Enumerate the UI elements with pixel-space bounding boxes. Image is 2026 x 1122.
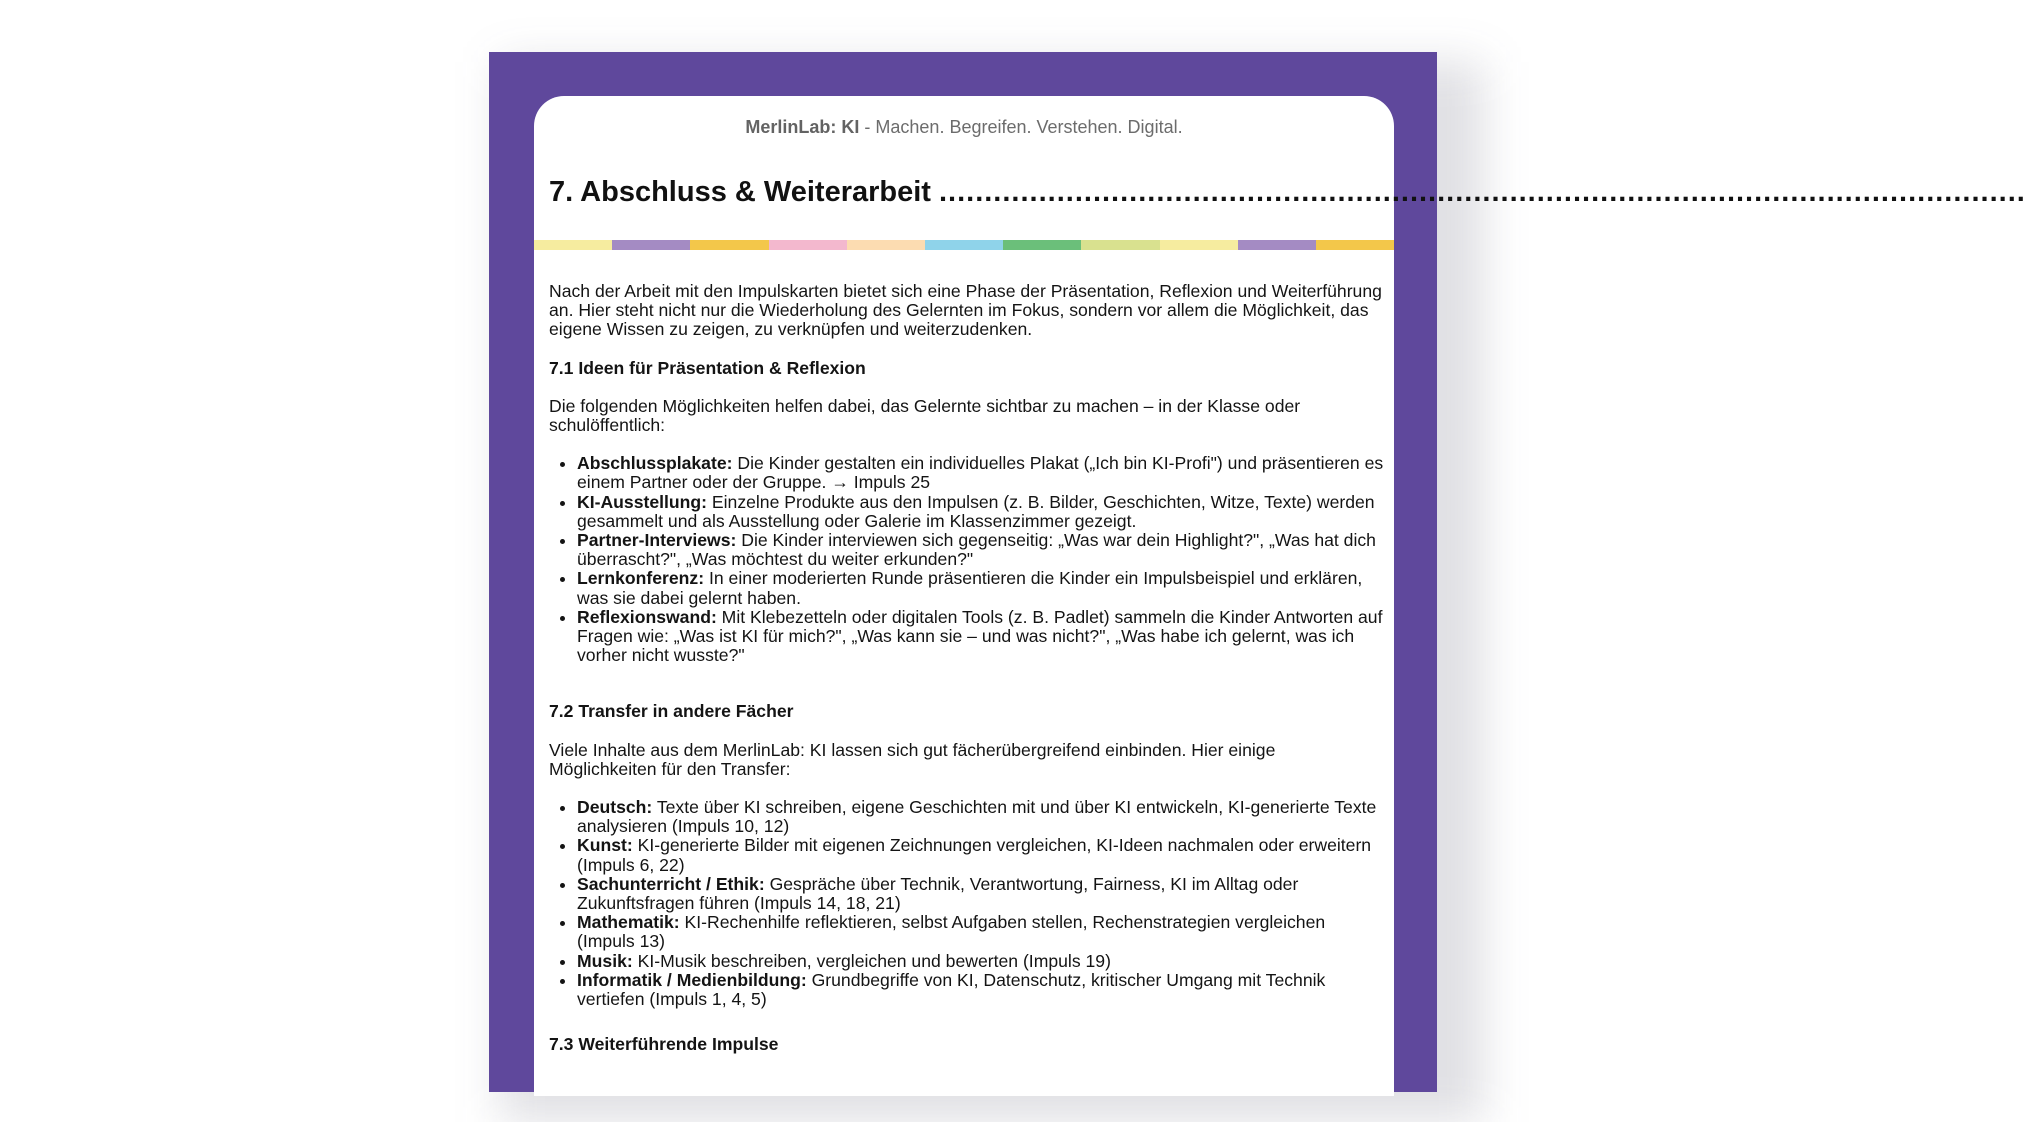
list-item-label: Deutsch: [577, 797, 653, 818]
heading-7-2: 7.2 Transfer in andere Fächer [549, 701, 794, 722]
list-item-text: In einer moderierten Runde präsentieren die Kinder ein Impulsbeispiel und erklären, was sie dabei gelernt haben. [577, 568, 1363, 608]
page-header [534, 117, 1394, 138]
section-title-text: 7. Abschluss & Weiterarbeit [549, 176, 931, 208]
list-item [577, 971, 1384, 1009]
list-item-text: KI-Musik beschreiben, vergleichen und bewerten (Impuls 19) [632, 950, 1111, 971]
list-item [577, 836, 1384, 874]
list-item [577, 608, 1384, 666]
color-stripe-segment [534, 240, 612, 250]
list-item-label: Informatik / Medienbildung: [577, 969, 807, 990]
list-item [577, 952, 1384, 971]
page-content [549, 282, 1384, 1055]
list-item [577, 493, 1384, 531]
document-page [534, 96, 2026, 1096]
color-stripe-segment [1316, 240, 1394, 250]
list-item [577, 875, 1384, 913]
list-item-label: Mathematik: [577, 912, 680, 933]
list-item [577, 913, 1384, 951]
color-stripe [534, 240, 1394, 250]
list-7-2 [549, 798, 1384, 1009]
list-item [577, 798, 1384, 836]
heading-7-1: 7.1 Ideen für Präsentation & Reflexion [549, 357, 866, 378]
list-item-label: Lernkonferenz: [577, 568, 705, 589]
list-item-text: Die Kinder interviewen sich gegenseitig: „Was war dein Highlight?", „Was hat dich überrascht?", „Was möchtest du weiter erkunden?" [577, 530, 1376, 570]
paragraph-7-2: Viele Inhalte aus dem MerlinLab: KI lassen sich gut fächerübergreifend einbinden. Hier einige Möglichkeiten für den Transfer: [549, 739, 1276, 779]
list-item-label: Abschlussplakate: [577, 453, 733, 474]
list-item-label: Reflexionswand: [577, 606, 717, 627]
list-item-text: Mit Klebezetteln oder digitalen Tools (z. B. Padlet) sammeln die Kinder Antworten auf Fragen wie: „Was ist KI für mich?", „Was kann sie – und was nicht?", „Was habe ich gelernt, was ich vorher nicht wusste?" [577, 606, 1383, 666]
color-stripe-segment [612, 240, 690, 250]
color-stripe-segment [1160, 240, 1238, 250]
color-stripe-segment [769, 240, 847, 250]
heading-7-3: 7.3 Weiterführende Impulse [549, 1034, 779, 1055]
list-item-label: KI-Ausstellung: [577, 491, 707, 512]
color-stripe-segment [1081, 240, 1159, 250]
color-stripe-segment [1238, 240, 1316, 250]
header-tagline: - Machen. Begreifen. Verstehen. Digital. [859, 117, 1183, 137]
paragraph-7-1: Die folgenden Möglichkeiten helfen dabei, das Gelernte sichtbar zu machen – in der Klasse oder schulöffentlich: [549, 395, 1301, 436]
color-stripe-segment [847, 240, 925, 250]
color-stripe-segment [690, 240, 768, 250]
list-item-text: Grundbegriffe von KI, Datenschutz, kritischer Umgang mit Technik vertiefen (Impuls 1, 4, 5) [577, 969, 1326, 1010]
toc-leader-dots: ........................................................................................................................ [938, 176, 2026, 208]
list-item-text: Texte über KI schreiben, eigene Geschichten mit und über KI entwickeln, KI-generierte Texte analysieren (Impuls 10, 12) [577, 797, 1377, 837]
list-item [577, 569, 1384, 607]
intro-paragraph: Nach der Arbeit mit den Impulskarten bietet sich eine Phase der Präsentation, Reflexion und Weiterführung an. Hier steht nicht nur die Wiederholung des Gelernten im Fokus, sondern vor allem die Möglichkeit, das eigene Wissen zu zeigen, zu verknüpfen und weiterzudenken. [549, 281, 1382, 340]
section-title [549, 176, 2026, 209]
list-item-text: Die Kinder gestalten ein individuelles Plakat („Ich bin KI-Profi") und präsentieren es einem Partner oder der Gruppe. → Impuls 25 [577, 453, 1384, 493]
list-item-text: KI-generierte Bilder mit eigenen Zeichnungen vergleichen, KI-Ideen nachmalen oder erweitern (Impuls 6, 22) [577, 835, 1372, 875]
color-stripe-segment [925, 240, 1003, 250]
list-item [577, 454, 1384, 492]
color-stripe-segment [1003, 240, 1081, 250]
header-brand: MerlinLab: KI [745, 117, 860, 137]
list-item-label: Partner-Interviews: [577, 530, 737, 551]
list-item-label: Kunst: [577, 835, 633, 856]
list-7-1 [549, 454, 1384, 665]
list-item-label: Sachunterricht / Ethik: [577, 873, 765, 894]
list-item-text: Gespräche über Technik, Verantwortung, Fairness, KI im Alltag oder Zukunftsfragen führen (Impuls 14, 18, 21) [577, 873, 1299, 914]
list-item-text: KI-Rechenhilfe reflektieren, selbst Aufgaben stellen, Rechenstrategien vergleichen (Impuls 13) [577, 912, 1326, 952]
list-item-label: Musik: [577, 950, 633, 971]
list-item-text: Einzelne Produkte aus den Impulsen (z. B. Bilder, Geschichten, Witze, Texte) werden gesammelt und als Ausstellung oder Galerie im Klassenzimmer gezeigt. [577, 491, 1375, 531]
list-item [577, 531, 1384, 569]
